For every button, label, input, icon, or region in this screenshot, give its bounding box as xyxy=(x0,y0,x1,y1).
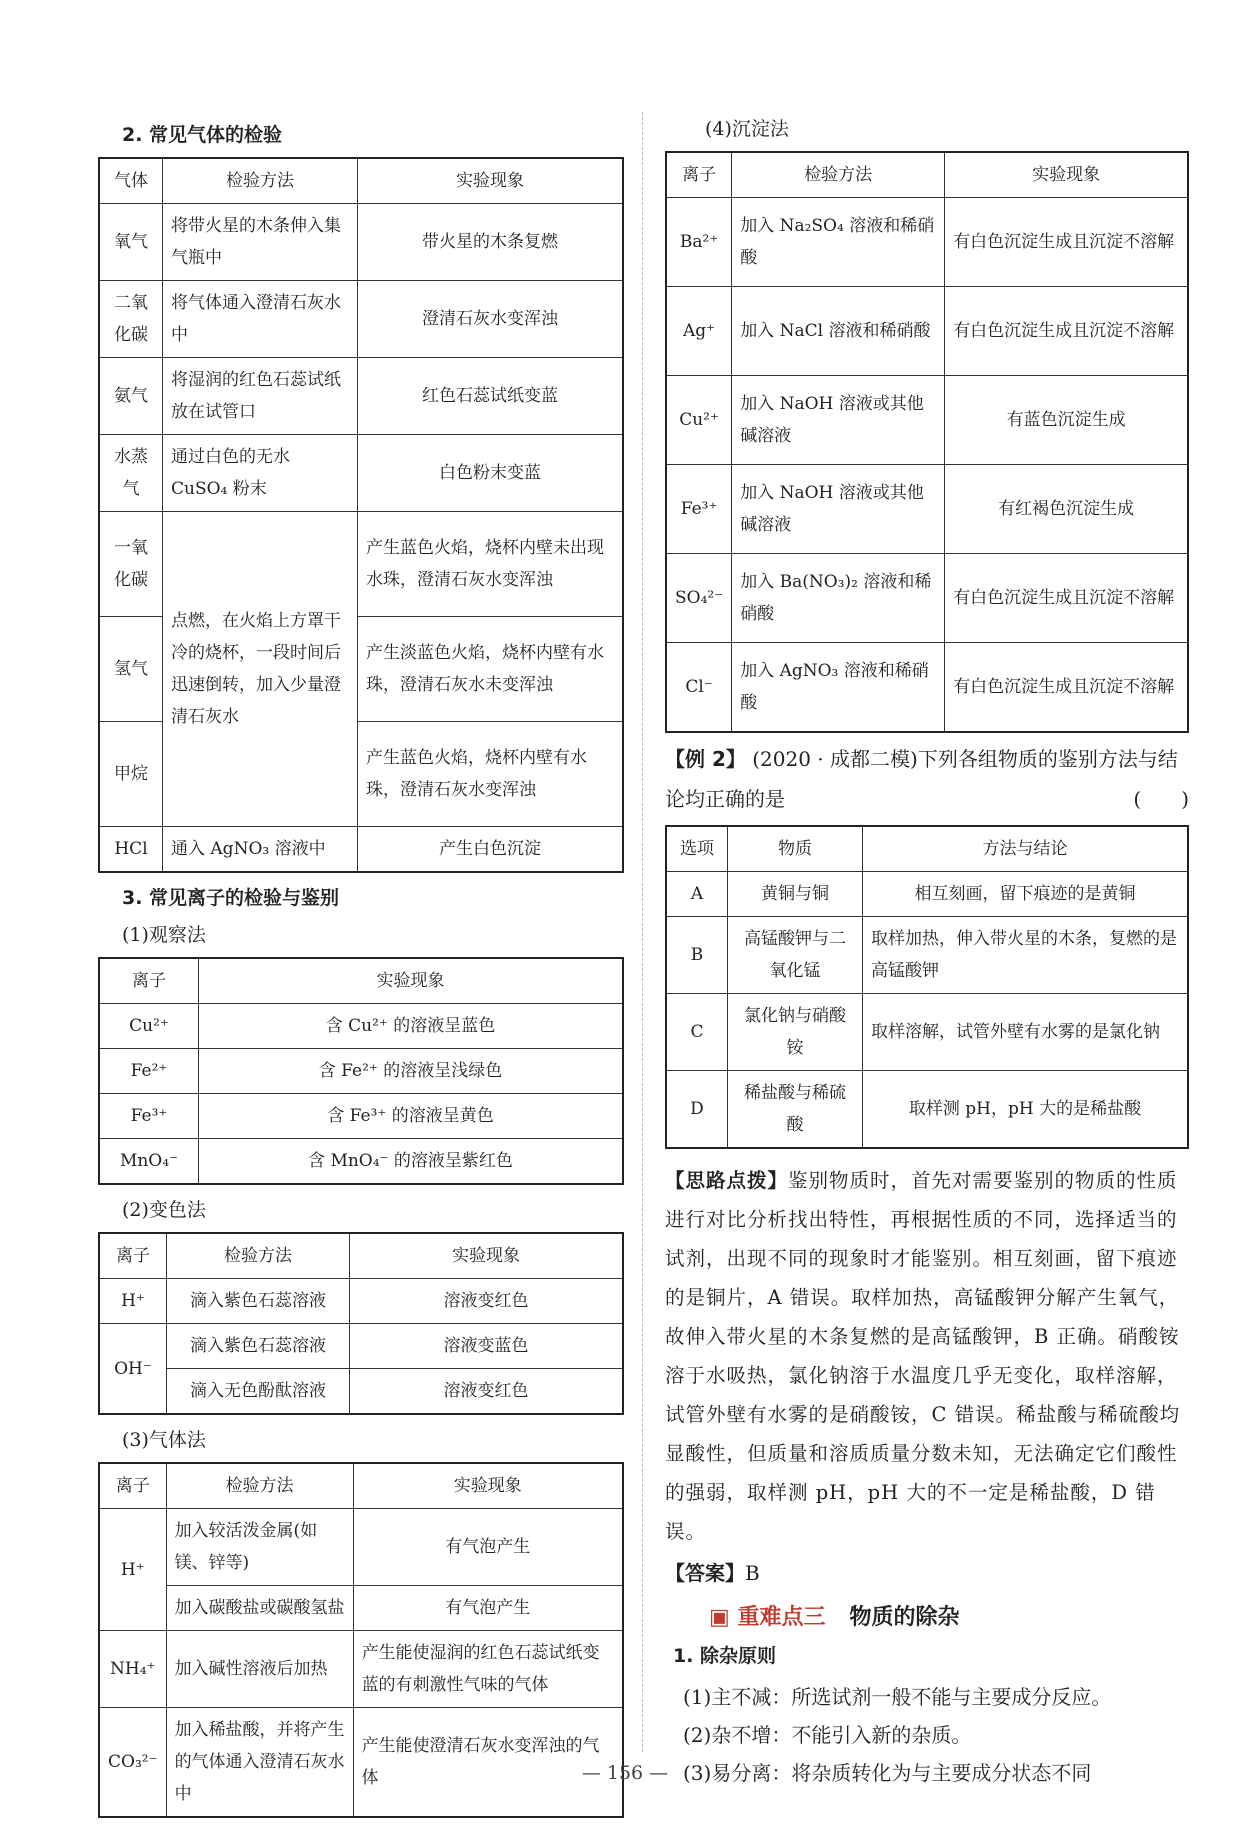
gas-method: 通过白色的无水 CuSO₄ 粉末 xyxy=(163,435,358,512)
ion-cell: SO₄²⁻ xyxy=(666,554,732,643)
table-row xyxy=(99,1094,623,1139)
color-table xyxy=(98,1232,624,1415)
ion-cell: CO₃²⁻ xyxy=(99,1708,166,1818)
table-row xyxy=(666,1071,1188,1149)
observe-th-0: 离子 xyxy=(99,958,199,1004)
table-row xyxy=(99,358,623,435)
gasm-th-1: 检验方法 xyxy=(166,1463,353,1509)
observe-title: (1)观察法 xyxy=(122,924,206,946)
table-row xyxy=(99,281,623,358)
section-badge xyxy=(709,1600,825,1631)
principle-title: 1. 除杂原则 xyxy=(673,1645,777,1667)
table-row xyxy=(666,917,1188,994)
list-item: (3)易分离：将杂质转化为与主要成分状态不同 xyxy=(683,1761,1092,1785)
gasm-title: (3)气体法 xyxy=(122,1429,206,1451)
table-row xyxy=(99,1279,623,1324)
result-cell: 产生能使澄清石灰水变浑浊的气体 xyxy=(353,1708,623,1818)
gas-name: 氢气 xyxy=(99,617,163,722)
result-cell: 含 Cu²⁺ 的溶液呈蓝色 xyxy=(199,1004,624,1049)
method-cell: 滴入紫色石蕊溶液 xyxy=(167,1324,350,1369)
color-title: (2)变色法 xyxy=(122,1199,206,1221)
observe-table xyxy=(98,957,624,1185)
method-cell: 取样测 pH，pH 大的是稀盐酸 xyxy=(863,1071,1189,1149)
ion-cell: NH₄⁺ xyxy=(99,1631,166,1708)
table-row xyxy=(99,1631,623,1708)
method-cell: 滴入无色酚酞溶液 xyxy=(167,1369,350,1415)
right-column xyxy=(665,112,1189,1792)
section-heading xyxy=(709,1600,1189,1631)
method-cell: 加入 NaCl 溶液和稀硝酸 xyxy=(732,287,945,376)
left-column xyxy=(98,112,624,1818)
gas-result: 产生白色沉淀 xyxy=(358,827,624,873)
choice-th-0: 选项 xyxy=(666,826,728,872)
table-row xyxy=(666,554,1188,643)
gasm-th-0: 离子 xyxy=(99,1463,166,1509)
gas-name: 氧气 xyxy=(99,204,163,281)
precip-th-2: 实验现象 xyxy=(945,152,1188,198)
result-cell: 有白色沉淀生成且沉淀不溶解 xyxy=(945,554,1188,643)
answer-label: 【答案】 xyxy=(665,1561,745,1585)
ion-cell: OH⁻ xyxy=(99,1324,167,1415)
gas-section-title: 2. 常见气体的检验 xyxy=(122,124,283,146)
result-cell: 有白色沉淀生成且沉淀不溶解 xyxy=(945,198,1188,287)
section-title: 物质的除杂 xyxy=(849,1605,960,1630)
analysis-label: 【思路点拨】 xyxy=(665,1169,789,1192)
table-row xyxy=(99,204,623,281)
color-th-1: 检验方法 xyxy=(167,1233,350,1279)
answer-line xyxy=(665,1557,1189,1586)
color-th-0: 离子 xyxy=(99,1233,167,1279)
option-cell: B xyxy=(666,917,728,994)
precip-title: (4)沉淀法 xyxy=(705,118,789,140)
table-row xyxy=(666,287,1188,376)
result-cell: 溶液变红色 xyxy=(350,1369,624,1415)
method-cell: 加入 NaOH 溶液或其他碱溶液 xyxy=(732,376,945,465)
method-cell: 加入稀盐酸，并将产生的气体通入澄清石灰水中 xyxy=(166,1708,353,1818)
gas-name: 氨气 xyxy=(99,358,163,435)
gas-result: 澄清石灰水变浑浊 xyxy=(358,281,624,358)
ion-cell: Fe²⁺ xyxy=(99,1049,199,1094)
table-row xyxy=(99,1369,623,1415)
ion-cell: Ag⁺ xyxy=(666,287,732,376)
method-cell: 加入碳酸盐或碳酸氢盐 xyxy=(166,1586,353,1631)
substance-cell: 高锰酸钾与二氧化锰 xyxy=(728,917,863,994)
analysis-paragraph xyxy=(665,1161,1189,1551)
gas-result: 产生淡蓝色火焰，烧杯内壁有水珠，澄清石灰水未变浑浊 xyxy=(358,617,624,722)
ion-cell: Ba²⁺ xyxy=(666,198,732,287)
method-cell: 加入 NaOH 溶液或其他碱溶液 xyxy=(732,465,945,554)
method-cell: 加入 Na₂SO₄ 溶液和稀硝酸 xyxy=(732,198,945,287)
result-cell: 有蓝色沉淀生成 xyxy=(945,376,1188,465)
result-cell: 有气泡产生 xyxy=(353,1586,623,1631)
result-cell: 产生能使湿润的红色石蕊试纸变蓝的有刺激性气味的气体 xyxy=(353,1631,623,1708)
table-row xyxy=(666,994,1188,1071)
choice-th-1: 物质 xyxy=(728,826,863,872)
gas-name: HCl xyxy=(99,827,163,873)
color-th-2: 实验现象 xyxy=(350,1233,624,1279)
gas-result: 产生蓝色火焰，烧杯内壁有水珠，澄清石灰水变浑浊 xyxy=(358,722,624,827)
observe-th-1: 实验现象 xyxy=(199,958,624,1004)
ion-cell: H⁺ xyxy=(99,1509,166,1631)
gas-name: 水蒸气 xyxy=(99,435,163,512)
method-cell: 加入较活泼金属(如镁、锌等) xyxy=(166,1509,353,1586)
gas-method: 将气体通入澄清石灰水中 xyxy=(163,281,358,358)
table-row xyxy=(99,1509,623,1586)
ion-section-title: 3. 常见离子的检验与鉴别 xyxy=(122,887,340,909)
method-cell: 滴入紫色石蕊溶液 xyxy=(167,1279,350,1324)
result-cell: 有白色沉淀生成且沉淀不溶解 xyxy=(945,643,1188,733)
section-badge-text: 重难点三 xyxy=(737,1605,826,1630)
gas-name: 一氧化碳 xyxy=(99,512,163,617)
gas-shared-method: 点燃，在火焰上方罩干冷的烧杯，一段时间后迅速倒转，加入少量澄清石灰水 xyxy=(163,512,358,827)
example-label: 【例 2】 xyxy=(665,747,746,771)
gas-method: 将带火星的木条伸入集气瓶中 xyxy=(163,204,358,281)
ion-cell: Cu²⁺ xyxy=(99,1004,199,1049)
list-item: (1)主不减：所选试剂一般不能与主要成分反应。 xyxy=(683,1685,1112,1709)
gas-result: 产生蓝色火焰，烧杯内壁未出现水珠，澄清石灰水变浑浊 xyxy=(358,512,624,617)
method-cell: 相互刻画，留下痕迹的是黄铜 xyxy=(863,872,1189,917)
ion-cell: Cl⁻ xyxy=(666,643,732,733)
gas-result: 红色石蕊试纸变蓝 xyxy=(358,358,624,435)
substance-cell: 黄铜与铜 xyxy=(728,872,863,917)
table-row xyxy=(99,1139,623,1185)
result-cell: 有白色沉淀生成且沉淀不溶解 xyxy=(945,287,1188,376)
gas-result: 白色粉末变蓝 xyxy=(358,435,624,512)
choice-th-2: 方法与结论 xyxy=(863,826,1189,872)
table-row xyxy=(666,872,1188,917)
gas-name: 甲烷 xyxy=(99,722,163,827)
table-row xyxy=(99,1004,623,1049)
option-cell: D xyxy=(666,1071,728,1149)
example-question xyxy=(665,739,1189,819)
analysis-text: 鉴别物质时，首先对需要鉴别的物质的性质进行对比分析找出特性，再根据性质的不同，选择适当的试剂，出现不同的现象时才能鉴别。相互刻画，留下痕迹的是铜片，A 错误。取样加热，高锰酸钾分解产生氧气，故伸入带火星的木条复燃的是高锰酸钾，B 正确。硝酸铵溶于水吸热，氯化钠溶于水温度几乎无变化，取样溶解，试管外壁有水雾的是硝酸铵，C 错误。稀盐酸与稀硫酸均显酸性，但质量和溶质质量分数未知，无法确定它们酸性的强弱，取样测 pH，pH 大的不一定是稀盐酸，D 错误。 xyxy=(665,1169,1181,1543)
page-number: — 156 — xyxy=(581,1762,669,1784)
result-cell: 含 Fe²⁺ 的溶液呈浅绿色 xyxy=(199,1049,624,1094)
gasm-th-2: 实验现象 xyxy=(353,1463,623,1509)
ion-cell: Cu²⁺ xyxy=(666,376,732,465)
example-text: (2020 · 成都二模)下列各组物质的鉴别方法与结论均正确的是 xyxy=(665,747,1178,811)
gas-result: 带火星的木条复燃 xyxy=(358,204,624,281)
gas-name: 二氧化碳 xyxy=(99,281,163,358)
answer-paren: ( ) xyxy=(1133,787,1189,811)
ion-cell: MnO₄⁻ xyxy=(99,1139,199,1185)
result-cell: 溶液变蓝色 xyxy=(350,1324,624,1369)
substance-cell: 氯化钠与硝酸铵 xyxy=(728,994,863,1071)
result-cell: 含 Fe³⁺ 的溶液呈黄色 xyxy=(199,1094,624,1139)
gas-table xyxy=(98,157,624,873)
list-item: (2)杂不增：不能引入新的杂质。 xyxy=(683,1723,972,1747)
option-cell: C xyxy=(666,994,728,1071)
gas-th-0: 气体 xyxy=(99,158,163,204)
method-cell: 取样加热，伸入带火星的木条，复燃的是高锰酸钾 xyxy=(863,917,1189,994)
method-cell: 加入 Ba(NO₃)₂ 溶液和稀硝酸 xyxy=(732,554,945,643)
result-cell: 含 MnO₄⁻ 的溶液呈紫红色 xyxy=(199,1139,624,1185)
table-row xyxy=(666,643,1188,733)
choice-table xyxy=(665,825,1189,1149)
gas-th-1: 检验方法 xyxy=(163,158,358,204)
gas-method: 通入 AgNO₃ 溶液中 xyxy=(163,827,358,873)
column-divider xyxy=(642,112,643,1752)
method-cell: 取样溶解，试管外壁有水雾的是氯化钠 xyxy=(863,994,1189,1071)
table-row xyxy=(666,376,1188,465)
table-row xyxy=(99,435,623,512)
precip-table xyxy=(665,151,1189,733)
substance-cell: 稀盐酸与稀硫酸 xyxy=(728,1071,863,1149)
table-row xyxy=(666,198,1188,287)
table-row xyxy=(99,827,623,873)
book-icon: ▣ xyxy=(709,1605,730,1630)
ion-cell: Fe³⁺ xyxy=(99,1094,199,1139)
precip-th-1: 检验方法 xyxy=(732,152,945,198)
method-cell: 加入 AgNO₃ 溶液和稀硝酸 xyxy=(732,643,945,733)
table-row xyxy=(99,1049,623,1094)
gas-th-2: 实验现象 xyxy=(358,158,624,204)
result-cell: 溶液变红色 xyxy=(350,1279,624,1324)
precip-th-0: 离子 xyxy=(666,152,732,198)
table-row xyxy=(99,1324,623,1369)
table-row xyxy=(666,465,1188,554)
option-cell: A xyxy=(666,872,728,917)
table-row xyxy=(99,512,623,617)
gas-method: 将湿润的红色石蕊试纸放在试管口 xyxy=(163,358,358,435)
table-row xyxy=(99,1586,623,1631)
method-cell: 加入碱性溶液后加热 xyxy=(166,1631,353,1708)
ion-cell: Fe³⁺ xyxy=(666,465,732,554)
answer-value: B xyxy=(745,1561,760,1585)
ion-cell: H⁺ xyxy=(99,1279,167,1324)
result-cell: 有气泡产生 xyxy=(353,1509,623,1586)
result-cell: 有红褐色沉淀生成 xyxy=(945,465,1188,554)
